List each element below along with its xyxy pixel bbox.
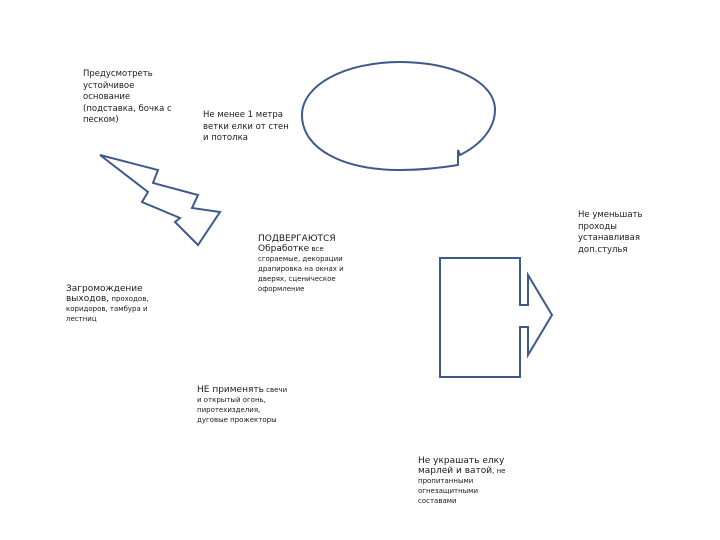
arrow-shape [440,258,552,377]
note-lead: выходов, [66,294,110,304]
note-line: устойчивое [83,80,135,91]
note-line: драпировка на окнах и [258,265,344,273]
note-lead-rest: проходов, [109,295,149,303]
note-clutter [66,284,161,324]
note-line: Не уменьшать [578,210,643,220]
lightning-bolt-shape [100,155,220,245]
note-line: огнезащитными [418,487,479,495]
note-lead: Обработке [258,244,310,254]
note-line: песком) [83,115,119,125]
note-line: составами [418,497,457,505]
note-lead-line [66,294,161,304]
note-line: основание [83,92,131,102]
note-lead-rest: , не [492,467,506,475]
note-line: дуговые прожекторы [197,416,277,424]
note-line: и открытый огонь, [197,396,266,404]
note-line: пропитанными [418,477,474,485]
note-line: лестниц [66,315,97,323]
note-lead: НЕ применять [197,385,264,395]
note-fire-treatment [258,234,348,294]
note-line: проходы [578,221,617,232]
note-line: доп.стулья [578,244,628,255]
note-heading: ПОДВЕРГАЮТСЯ [258,234,336,244]
note-line: и потолка [203,133,248,143]
note-lead-line [258,244,348,254]
note-lead-rest: свечи [263,386,288,394]
note-line: дверях, сценическое [258,275,336,283]
note-line: (подставка, бочка с [83,103,172,114]
note-stable-stand [83,69,178,127]
note-line: устанавливая [578,233,640,243]
note-lead: марлей и ватой [418,466,493,476]
note-open-fire [197,385,297,425]
note-distance [203,110,298,145]
note-line: оформление [258,285,305,293]
note-lead-rest: все [309,245,324,253]
note-lead-line [197,385,297,395]
note-line: ветки елки от стен [203,121,289,132]
note-lead-line [418,466,518,476]
note-line: сгораемые, декорации [258,255,343,263]
note-line: Предусмотреть [83,69,153,79]
note-decorations [418,456,518,506]
note-line: пиротехизделия, [197,406,261,414]
note-line: Не менее 1 метра [203,110,283,120]
speech-bubble-shape [302,62,495,170]
note-passages [578,210,658,256]
note-line: коридоров, тамбура и [66,305,148,313]
note-lead: Загромождение [66,284,143,294]
note-lead: Не украшать елку [418,456,505,466]
